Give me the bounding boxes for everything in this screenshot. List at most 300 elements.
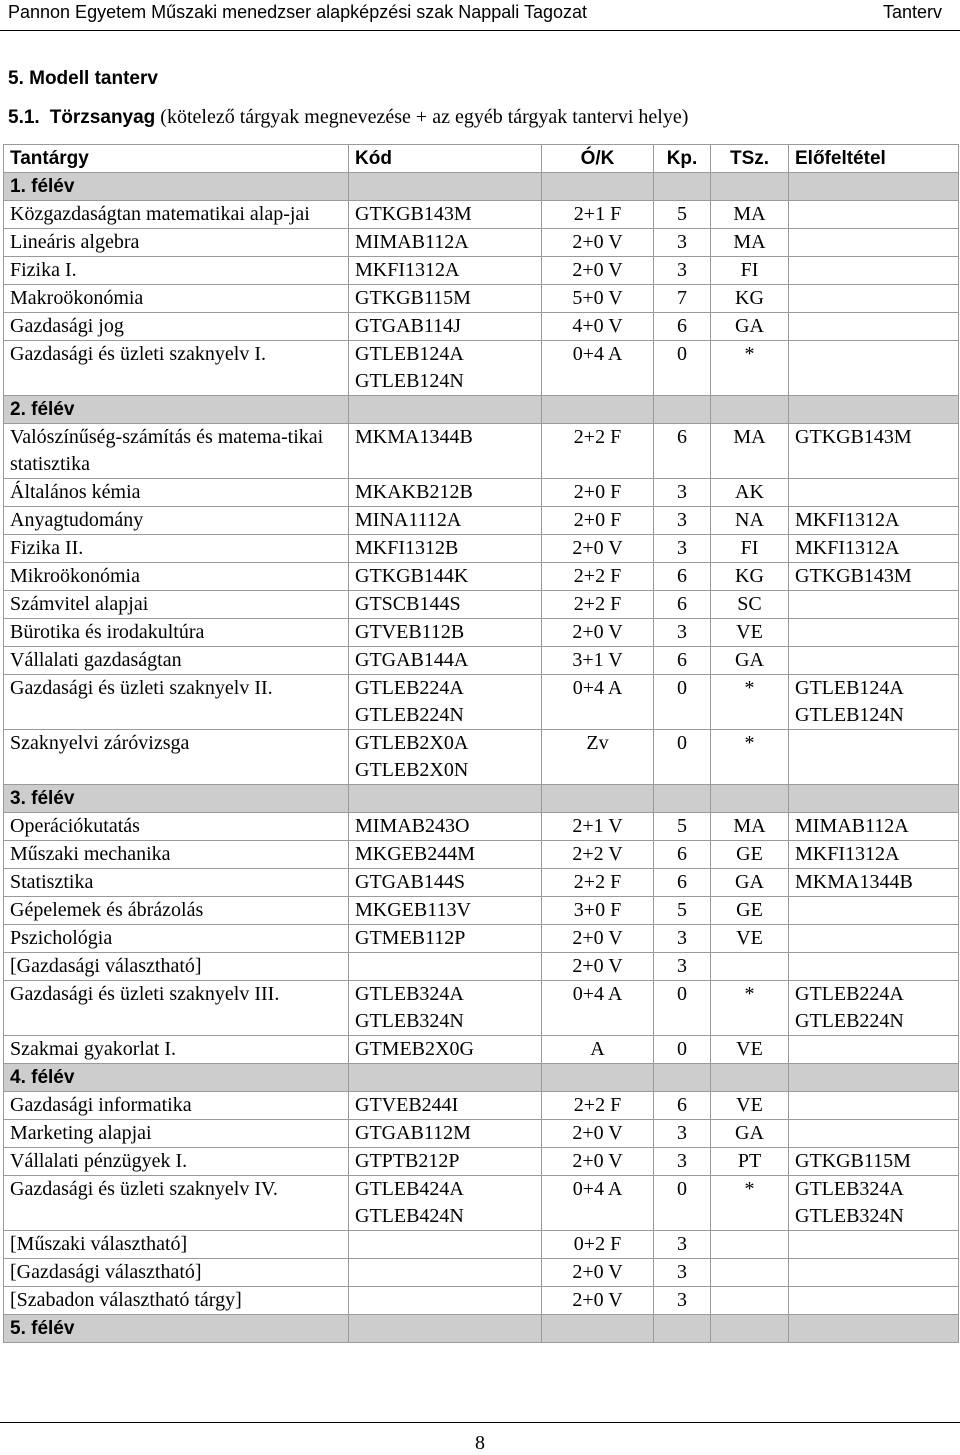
subject-credits	[654, 1287, 711, 1315]
subject-credits	[654, 591, 711, 619]
subject-name-line: Gazdasági és üzleti szaknyelv II.	[10, 677, 273, 699]
subject-prerequisite	[789, 1092, 959, 1120]
subject-credits-line: 5	[677, 815, 687, 837]
subject-name	[4, 1148, 349, 1176]
col-header-department: TSz.	[711, 145, 789, 173]
subject-credits	[654, 869, 711, 897]
subject-hours	[542, 591, 654, 619]
subject-code-line-2: GTLEB124N	[355, 370, 464, 392]
subject-credits	[654, 313, 711, 341]
subject-name	[4, 897, 349, 925]
subject-credits-line: 6	[677, 426, 687, 448]
subject-credits	[654, 257, 711, 285]
semester-row	[4, 173, 959, 201]
subject-code	[349, 229, 542, 257]
semester-row-cell	[654, 1315, 711, 1343]
subject-name	[4, 257, 349, 285]
subject-prerequisite	[789, 1036, 959, 1064]
subject-code-line: GTGAB144S	[355, 871, 466, 893]
subject-name-line: Marketing alapjai	[10, 1122, 152, 1144]
subject-code-line-2: GTLEB224N	[355, 704, 464, 726]
subject-prerequisite	[789, 730, 959, 785]
subject-prerequisite-line: GTLEB124A	[795, 677, 904, 699]
subject-credits	[654, 535, 711, 563]
col-header-code: Kód	[349, 145, 542, 173]
semester-row-cell	[654, 396, 711, 424]
subject-name	[4, 507, 349, 535]
subject-department-line: GE	[736, 899, 763, 921]
subject-name	[4, 1176, 349, 1231]
subsection-number: 5.1.	[8, 107, 40, 128]
subject-name-line: Számvitel alapjai	[10, 593, 149, 615]
subject-hours-line: 0+4 A	[572, 343, 623, 365]
subject-code-line: MKMA1344B	[355, 426, 473, 448]
semester-label: 1. félév	[4, 173, 349, 201]
table-body	[4, 173, 959, 1343]
subject-prerequisite	[789, 813, 959, 841]
subject-credits-line: 6	[677, 1094, 687, 1116]
subject-code-line-2: GTLEB424N	[355, 1205, 464, 1227]
subject-hours-line: 5+0 V	[572, 287, 623, 309]
subject-name	[4, 647, 349, 675]
subject-prerequisite	[789, 535, 959, 563]
subject-prerequisite	[789, 257, 959, 285]
subject-department	[711, 563, 789, 591]
subject-name	[4, 201, 349, 229]
subject-name-line: Műszaki mechanika	[10, 843, 171, 865]
subject-name-line: Mikroökonómia	[10, 565, 140, 587]
subject-department	[711, 1231, 789, 1259]
subject-hours	[542, 730, 654, 785]
subject-hours-line: 2+0 V	[572, 231, 623, 253]
subject-name	[4, 424, 349, 479]
subject-code-line: GTLEB324A	[355, 983, 464, 1005]
subject-code	[349, 1036, 542, 1064]
subject-department	[711, 619, 789, 647]
subject-hours	[542, 1148, 654, 1176]
subject-code-line: GTLEB2X0A	[355, 732, 469, 754]
subject-code-line: GTLEB424A	[355, 1178, 464, 1200]
subject-credits-line: 6	[677, 315, 687, 337]
subject-credits-line: 5	[677, 203, 687, 225]
subject-hours	[542, 813, 654, 841]
col-header-credits: Kp.	[654, 145, 711, 173]
subject-name-line: [Gazdasági választható]	[10, 955, 202, 977]
header-section: Tanterv	[882, 2, 942, 22]
subject-department	[711, 313, 789, 341]
subject-prerequisite	[789, 424, 959, 479]
semester-row	[4, 785, 959, 813]
subject-hours	[542, 897, 654, 925]
subject-name-line: Gazdasági jog	[10, 315, 124, 337]
table-row	[4, 897, 959, 925]
subject-credits	[654, 201, 711, 229]
subject-hours	[542, 257, 654, 285]
col-header-hours: Ó/K	[542, 145, 654, 173]
subject-name	[4, 619, 349, 647]
subject-prerequisite	[789, 507, 959, 535]
semester-label: 3. félév	[4, 785, 349, 813]
subject-hours-line: 2+2 F	[573, 871, 622, 893]
subject-name-line: Gépelemek és ábrázolás	[10, 899, 204, 921]
semester-row-cell	[789, 785, 959, 813]
subject-code-line: GTMEB2X0G	[355, 1038, 474, 1060]
subject-code	[349, 313, 542, 341]
subject-hours-line: 2+0 V	[572, 1122, 623, 1144]
subject-department	[711, 897, 789, 925]
subject-name-line: Szakmai gyakorlat I.	[10, 1038, 177, 1060]
subject-hours	[542, 925, 654, 953]
subject-department-line: *	[744, 1178, 755, 1200]
subject-name	[4, 479, 349, 507]
subject-code	[349, 925, 542, 953]
subject-name	[4, 953, 349, 981]
subject-department	[711, 1287, 789, 1315]
subject-hours	[542, 1120, 654, 1148]
subject-code-line: MKGEB113V	[355, 899, 471, 921]
table-row	[4, 563, 959, 591]
subject-credits	[654, 341, 711, 396]
semester-row-cell	[711, 173, 789, 201]
subject-prerequisite-line: MKFI1312A	[795, 509, 900, 531]
subject-prerequisite-line: GTKGB143M	[795, 565, 912, 587]
subject-hours	[542, 1231, 654, 1259]
table-row	[4, 1259, 959, 1287]
subject-code	[349, 1092, 542, 1120]
subject-credits-line: 3	[677, 481, 687, 503]
subject-name-line: Fizika I.	[10, 259, 77, 281]
subject-name	[4, 1036, 349, 1064]
subject-credits	[654, 1036, 711, 1064]
subject-hours-line: 0+4 A	[572, 983, 623, 1005]
subject-department-line: VE	[736, 1094, 763, 1116]
subject-name	[4, 813, 349, 841]
table-row	[4, 535, 959, 563]
subject-name	[4, 563, 349, 591]
subject-hours-line: 0+4 A	[572, 677, 623, 699]
subject-department	[711, 647, 789, 675]
table-row	[4, 229, 959, 257]
footer-rule	[0, 1422, 960, 1423]
subject-name	[4, 1231, 349, 1259]
subject-credits-line: 6	[677, 843, 687, 865]
subject-code	[349, 953, 542, 981]
subject-department	[711, 341, 789, 396]
table-row	[4, 285, 959, 313]
subject-department	[711, 591, 789, 619]
subject-prerequisite	[789, 841, 959, 869]
table-row	[4, 313, 959, 341]
subject-code-line: MKFI1312A	[355, 259, 460, 281]
subsection-bold: Törzsanyag	[49, 107, 156, 128]
subject-credits-line: 3	[677, 1150, 687, 1172]
subject-code	[349, 1120, 542, 1148]
subject-credits	[654, 507, 711, 535]
subject-hours-line: 0+4 A	[572, 1178, 623, 1200]
subject-department	[711, 1036, 789, 1064]
subject-prerequisite	[789, 1231, 959, 1259]
subject-code	[349, 647, 542, 675]
subject-name-line: Bürotika és irodakultúra	[10, 621, 205, 643]
col-header-prerequisite: Előfeltétel	[789, 145, 959, 173]
subject-hours	[542, 1036, 654, 1064]
subject-hours	[542, 424, 654, 479]
subject-prerequisite	[789, 341, 959, 396]
subject-credits-line: 0	[677, 343, 687, 365]
subject-department	[711, 1259, 789, 1287]
subject-prerequisite	[789, 1148, 959, 1176]
semester-row-cell	[349, 173, 542, 201]
subject-code-line: MKFI1312B	[355, 537, 459, 559]
semester-row-cell	[542, 785, 654, 813]
subject-name-line: Gazdasági és üzleti szaknyelv I.	[10, 343, 267, 365]
subject-hours-line: 2+0 V	[572, 621, 623, 643]
subject-code	[349, 813, 542, 841]
subject-department	[711, 1092, 789, 1120]
semester-row-cell	[654, 173, 711, 201]
subject-name	[4, 341, 349, 396]
semester-row-cell	[654, 785, 711, 813]
subject-credits	[654, 424, 711, 479]
table-row	[4, 841, 959, 869]
subject-hours	[542, 341, 654, 396]
semester-row-cell	[789, 396, 959, 424]
section-title: 5. Modell tanterv	[8, 68, 158, 89]
subject-department-line: KG	[735, 287, 764, 309]
semester-row-cell	[654, 1064, 711, 1092]
subject-credits-line: 3	[677, 231, 687, 253]
subject-department-line: NA	[735, 509, 764, 531]
subject-prerequisite	[789, 869, 959, 897]
subject-name-line: Közgazdaságtan matematikai alap-jai	[10, 203, 310, 225]
subject-hours	[542, 507, 654, 535]
subject-credits-line: 3	[677, 1233, 687, 1255]
subject-prerequisite	[789, 1259, 959, 1287]
subject-credits-line: 6	[677, 593, 687, 615]
subject-department	[711, 229, 789, 257]
subject-hours-line: 2+2 F	[573, 1094, 622, 1116]
subject-code-line: GTLEB224A	[355, 677, 464, 699]
subject-code	[349, 257, 542, 285]
subject-department-line: VE	[736, 621, 763, 643]
subject-prerequisite	[789, 285, 959, 313]
subject-department-line: AK	[735, 481, 764, 503]
table-row	[4, 981, 959, 1036]
subject-prerequisite-line-2: GTLEB124N	[795, 704, 904, 726]
semester-row	[4, 396, 959, 424]
subject-code-line: MKAKB212B	[355, 481, 473, 503]
subject-name	[4, 229, 349, 257]
subject-code-line: GTVEB112B	[355, 621, 465, 643]
subject-hours-line: 2+2 F	[573, 426, 622, 448]
subject-prerequisite	[789, 201, 959, 229]
subject-hours-line: 2+0 V	[572, 1150, 623, 1172]
subject-code	[349, 201, 542, 229]
subject-department-line: MA	[733, 426, 766, 448]
subject-code	[349, 591, 542, 619]
subject-hours	[542, 1287, 654, 1315]
subject-name-line: [Műszaki választható]	[10, 1233, 188, 1255]
subject-hours-line: 4+0 V	[572, 315, 623, 337]
subject-name-line: [Szabadon választható tárgy]	[10, 1289, 242, 1311]
table-row	[4, 479, 959, 507]
subject-department-line: *	[744, 983, 755, 1005]
subject-name	[4, 869, 349, 897]
subject-department	[711, 1148, 789, 1176]
subject-hours-line: 2+2 F	[573, 593, 622, 615]
subject-hours	[542, 841, 654, 869]
subject-code	[349, 479, 542, 507]
subject-credits	[654, 1092, 711, 1120]
subject-hours	[542, 479, 654, 507]
subject-hours-line: 0+2 F	[573, 1233, 622, 1255]
subject-department	[711, 953, 789, 981]
subject-department-line: *	[744, 677, 755, 699]
subject-credits-line: 3	[677, 1289, 687, 1311]
table-row	[4, 647, 959, 675]
semester-row-cell	[542, 1315, 654, 1343]
subject-department-line: SC	[737, 593, 762, 615]
subject-code-line: MINA1112A	[355, 509, 462, 531]
subject-credits	[654, 1231, 711, 1259]
subject-credits-line: 3	[677, 537, 687, 559]
subject-hours-line: 3+1 V	[572, 649, 623, 671]
subject-code	[349, 1176, 542, 1231]
subject-code-line: GTVEB244I	[355, 1094, 459, 1116]
subject-credits	[654, 647, 711, 675]
subject-prerequisite-line: GTKGB115M	[795, 1150, 911, 1172]
subject-hours-line: 2+0 V	[572, 537, 623, 559]
subject-name-line: Pszichológia	[10, 927, 113, 949]
subject-department	[711, 201, 789, 229]
subject-hours-line: 3+0 F	[573, 899, 622, 921]
semester-label: 4. félév	[4, 1064, 349, 1092]
subject-credits	[654, 619, 711, 647]
subject-hours-line: 2+0 V	[572, 1261, 623, 1283]
table-row	[4, 1176, 959, 1231]
subject-department	[711, 507, 789, 535]
subject-department	[711, 841, 789, 869]
subject-prerequisite-line-2: GTLEB224N	[795, 1010, 904, 1032]
subject-credits-line: 3	[677, 259, 687, 281]
subject-name	[4, 925, 349, 953]
subsection-title	[8, 106, 688, 129]
subject-code	[349, 619, 542, 647]
subject-name-line: Statisztika	[10, 871, 94, 893]
subject-code	[349, 1287, 542, 1315]
subject-hours	[542, 313, 654, 341]
subject-hours	[542, 953, 654, 981]
subject-code	[349, 869, 542, 897]
subject-prerequisite	[789, 981, 959, 1036]
subject-prerequisite-line: GTLEB224A	[795, 983, 904, 1005]
subject-department-line: MA	[733, 231, 766, 253]
subject-credits	[654, 730, 711, 785]
subject-credits-line: 0	[677, 677, 687, 699]
semester-row-cell	[711, 1315, 789, 1343]
subject-hours	[542, 201, 654, 229]
subject-name	[4, 841, 349, 869]
table-row	[4, 507, 959, 535]
subject-name-line: Szaknyelvi záróvizsga	[10, 732, 190, 754]
subject-name	[4, 535, 349, 563]
table-row	[4, 619, 959, 647]
subject-credits-line: 0	[677, 1178, 687, 1200]
subject-name	[4, 1259, 349, 1287]
subject-hours-line: 2+1 V	[572, 815, 623, 837]
subject-name	[4, 675, 349, 730]
semester-row-cell	[789, 173, 959, 201]
subject-name	[4, 1287, 349, 1315]
subject-credits	[654, 1176, 711, 1231]
semester-row-cell	[542, 173, 654, 201]
table-row	[4, 869, 959, 897]
subject-code-line: GTMEB112P	[355, 927, 466, 949]
subject-department-line: *	[744, 343, 755, 365]
subject-prerequisite	[789, 647, 959, 675]
subject-code-line: MIMAB112A	[355, 231, 469, 253]
subject-prerequisite	[789, 619, 959, 647]
subject-credits-line: 0	[677, 732, 687, 754]
semester-row	[4, 1064, 959, 1092]
subject-prerequisite	[789, 1287, 959, 1315]
subject-name-line: Gazdasági informatika	[10, 1094, 192, 1116]
semester-row-cell	[349, 785, 542, 813]
subject-department	[711, 285, 789, 313]
table-row	[4, 1036, 959, 1064]
subject-credits-line: 6	[677, 565, 687, 587]
subject-name	[4, 313, 349, 341]
subject-name-line: Lineáris algebra	[10, 231, 140, 253]
subject-code	[349, 1148, 542, 1176]
subject-prerequisite-line: MKFI1312A	[795, 537, 900, 559]
subject-hours	[542, 1176, 654, 1231]
subject-code-line: MKGEB244M	[355, 843, 476, 865]
subject-name	[4, 1092, 349, 1120]
header-rule	[0, 30, 960, 31]
subsection-rest: (kötelező tárgyak megnevezése + az egyéb tárgyak tantervi helye)	[155, 106, 689, 128]
subject-hours-line: 2+2 V	[572, 843, 623, 865]
table-row	[4, 424, 959, 479]
col-header-subject: Tantárgy	[4, 145, 349, 173]
subject-credits	[654, 285, 711, 313]
subject-name-line: Valószínűség-számítás és matema-tikai statisztika	[10, 426, 324, 475]
semester-row-cell	[349, 1064, 542, 1092]
subject-department	[711, 535, 789, 563]
subject-department-line: KG	[735, 565, 764, 587]
subject-code	[349, 507, 542, 535]
subject-hours	[542, 981, 654, 1036]
subject-code-line: GTKGB144K	[355, 565, 469, 587]
subject-hours-line: 2+0 V	[572, 259, 623, 281]
subject-department	[711, 730, 789, 785]
subject-credits	[654, 953, 711, 981]
subject-code-line-2: GTLEB2X0N	[355, 759, 469, 781]
subject-department-line: GA	[735, 315, 764, 337]
subject-prerequisite	[789, 953, 959, 981]
table-row	[4, 925, 959, 953]
subject-code-line: GTPTB212P	[355, 1150, 460, 1172]
semester-row-cell	[542, 396, 654, 424]
subject-prerequisite	[789, 925, 959, 953]
subject-hours	[542, 619, 654, 647]
subject-hours	[542, 285, 654, 313]
subject-credits	[654, 229, 711, 257]
subject-prerequisite-line: MKMA1344B	[795, 871, 913, 893]
subject-code	[349, 675, 542, 730]
subject-prerequisite	[789, 1176, 959, 1231]
table-row	[4, 1287, 959, 1315]
